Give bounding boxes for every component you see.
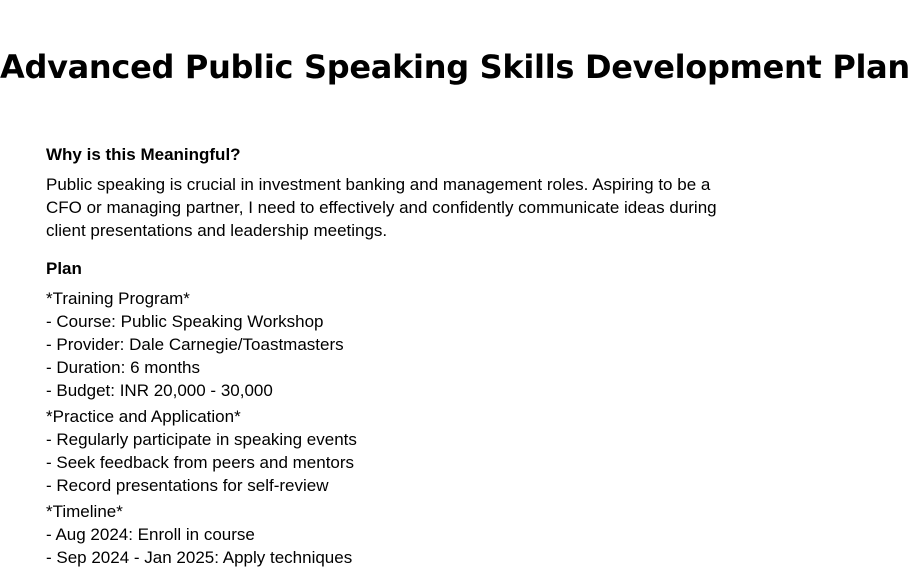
- page-title: Advanced Public Speaking Skills Development Plan: [0, 48, 910, 86]
- list-item: - Sep 2024 - Jan 2025: Apply techniques: [46, 548, 353, 567]
- list-item: - Record presentations for self-review: [46, 476, 329, 495]
- list-item: - Seek feedback from peers and mentors: [46, 453, 355, 472]
- list-item: - Regularly participate in speaking events: [46, 430, 357, 449]
- why-heading: Why is this Meaningful?: [46, 145, 241, 164]
- list-item: - Provider: Dale Carnegie/Toastmasters: [46, 335, 344, 354]
- timeline-header: *Timeline*: [46, 502, 123, 521]
- list-item: - Budget: INR 20,000 - 30,000: [46, 381, 273, 400]
- practice-application-block: [46, 405, 736, 497]
- training-program-header: *Training Program*: [46, 289, 190, 308]
- training-program-block: [46, 287, 736, 402]
- practice-application-header: *Practice and Application*: [46, 407, 241, 426]
- list-item: - Course: Public Speaking Workshop: [46, 312, 324, 331]
- plan-heading: Plan: [46, 259, 82, 278]
- content-body: [46, 143, 736, 569]
- timeline-block: [46, 500, 736, 569]
- list-item: - Duration: 6 months: [46, 358, 201, 377]
- list-item: - Aug 2024: Enroll in course: [46, 525, 255, 544]
- why-paragraph: Public speaking is crucial in investment banking and management roles. Aspiring to be a CFO or managing partner, I need to effectively and confidently communicate ideas during client presentations and leadership meetings.: [46, 175, 717, 240]
